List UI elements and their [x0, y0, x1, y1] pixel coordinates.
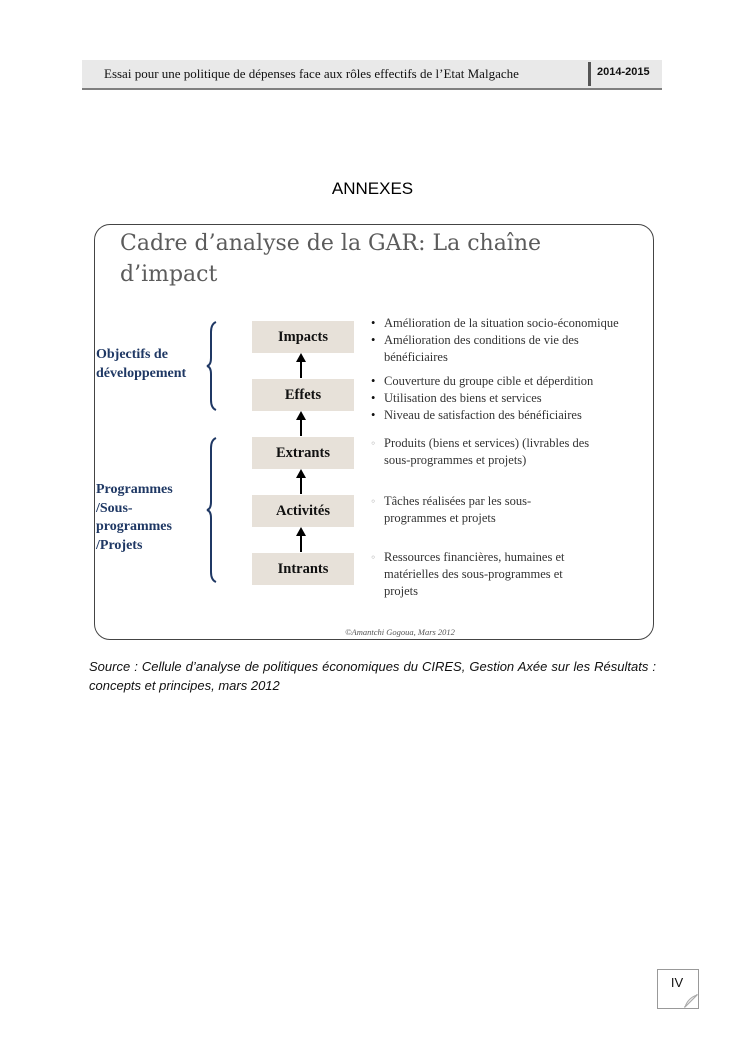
list-item: • Amélioration de la situation socio-économique — [371, 316, 619, 330]
box-intrants: Intrants — [252, 553, 354, 585]
figure-credit: ©Amantchi Gogoua, Mars 2012 — [345, 627, 455, 637]
box-activites: Activités — [252, 495, 354, 527]
list-item: ◦ Tâches réalisées par les sous- — [371, 494, 532, 508]
header-title: Essai pour une politique de dépenses face aux rôles effectifs de l’Etat Malgache — [104, 66, 519, 81]
header-separator — [588, 62, 591, 86]
group-label-line: Objectifs de — [96, 347, 168, 362]
group-label-line: Programmes — [96, 482, 173, 497]
group-label-line: /Projets — [96, 537, 143, 553]
arrow-up-icon — [296, 353, 306, 379]
arrow-up-icon — [296, 527, 306, 553]
list-item: • Couverture du groupe cible et déperdition — [371, 374, 594, 388]
page-curl-icon — [684, 994, 698, 1008]
section-title: ANNEXES — [331, 179, 414, 198]
box-extrants: Extrants — [252, 437, 354, 469]
list-item: sous-programmes et projets) — [384, 453, 527, 467]
list-item: ◦ Ressources financières, humaines et — [371, 550, 565, 564]
group-label-programmes — [96, 481, 173, 555]
box-impacts: Impacts — [252, 321, 354, 353]
box-effets: Effets — [252, 379, 354, 411]
figure-title — [120, 228, 560, 290]
list-item: • Utilisation des biens et services — [371, 391, 542, 405]
bullets-activites — [371, 493, 531, 527]
bullets-impacts — [371, 315, 619, 366]
list-item: • Niveau de satisfaction des bénéficiaires — [371, 408, 582, 422]
figure-title-line2: d’impact — [120, 262, 218, 287]
figure-title-line1: Cadre d’analyse de la GAR: La chaîne — [120, 231, 542, 256]
bullets-extrants — [371, 435, 589, 469]
brace-programmes — [204, 436, 220, 584]
list-item: projets — [384, 584, 419, 598]
brace-objectifs — [204, 320, 220, 412]
list-item: • Amélioration des conditions de vie des — [371, 333, 579, 347]
group-label-line: programmes — [96, 519, 172, 534]
source-caption: Source : Cellule d’analyse de politiques économiques du CIRES, Gestion Axée sur les Résultats : concepts et principes, mars 2012 — [89, 659, 656, 693]
bullets-intrants — [371, 549, 565, 600]
header-year: 2014-2015 — [597, 66, 650, 78]
bullets-effets — [371, 373, 593, 424]
list-item: programmes et projets — [384, 511, 496, 525]
page-number: IV — [670, 975, 684, 990]
list-item: matérielles des sous-programmes et — [384, 567, 563, 581]
list-item: bénéficiaires — [384, 350, 448, 364]
group-label-line: /Sous- — [96, 500, 133, 516]
group-label-objectifs — [96, 346, 186, 383]
arrow-up-icon — [296, 411, 306, 437]
arrow-up-icon — [296, 469, 306, 495]
list-item: ◦ Produits (biens et services) (livrables des — [371, 436, 590, 450]
group-label-line: développement — [96, 365, 187, 381]
